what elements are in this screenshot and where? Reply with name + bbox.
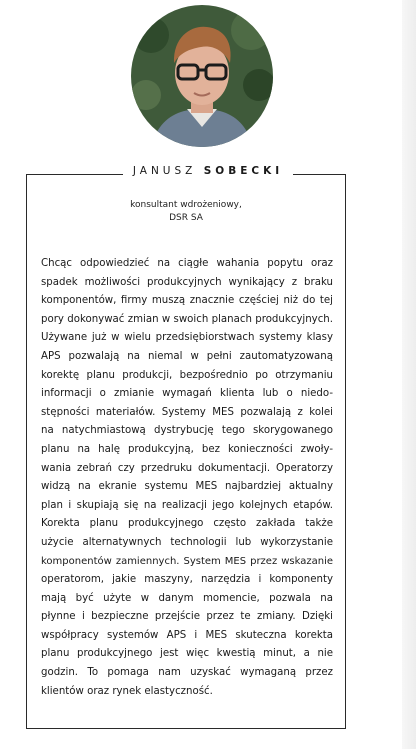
- article-line: operatorom, jakie maszyny, narzędzia i komponenty: [41, 574, 333, 586]
- article-line: użycie alternatywnych technologii lub wykorzystanie: [41, 536, 333, 548]
- article-line: klientów oraz rynek elastyczność.: [41, 685, 213, 697]
- author-role-title: konsultant wdrożeniowy,: [130, 200, 242, 210]
- article-line: Chcąc odpowiedzieć na ciągłe wahania popytu oraz: [41, 258, 333, 269]
- article-line: wania zebrań czy przedruku dokumentacji. Operatorzy: [41, 462, 333, 474]
- author-portrait-image: [131, 5, 273, 147]
- author-company: DSR SA: [169, 213, 203, 223]
- article-line: informacji o zmianie wymagań klienta lub o niedo-: [41, 388, 333, 400]
- article-line: Korekta planu produkcyjnego często zakłada także: [41, 518, 333, 530]
- article-line: płynne i bezpieczne przejście przez te zmiany. Dzięki: [41, 611, 333, 623]
- article-line: komponentów, firmy muszą znacznie częściej niż do tej: [41, 295, 333, 307]
- article-line: współpracy systemów APS i MES skuteczna korekta: [41, 629, 333, 641]
- article-line: na natychmiastową dystrybucję tego skorygowanego: [41, 425, 333, 437]
- author-name: [0, 165, 416, 177]
- article-line: mają być użyte w danym momencie, pozwala na: [41, 592, 333, 604]
- article-line: Używane już w wielu przedsiębiorstwach systemy klasy: [41, 332, 333, 344]
- article-line: plan i skupiają się na realizacji jego kolejnych etapów.: [41, 499, 333, 511]
- article-line: korektę planu produkcji, bezpośrednio po otrzymaniu: [41, 369, 333, 381]
- author-role: [26, 199, 346, 225]
- article-text: [41, 255, 333, 701]
- author-photo: [131, 5, 273, 147]
- article-line: komponentów zamiennych. System MES przez wskazanie: [41, 555, 333, 567]
- author-last-name: SOBECKI: [203, 165, 284, 177]
- article-line: widzą na ekranie systemu MES najbardziej aktualny: [41, 481, 333, 493]
- article-line: APS pozwalają na niemal w pełni zautomatyzowaną: [41, 350, 333, 362]
- article-line: spadek możliwości produkcyjnych wynikający z braku: [41, 276, 333, 288]
- article-line: planu produkcyjnego jest więc kwestią minut, a nie: [41, 648, 333, 660]
- article-line: planu na halę produkcyjną, bez konieczności zwoły-: [41, 443, 333, 455]
- article-line: godzin. To pomaga nam uzyskać wymaganą przez: [41, 667, 333, 679]
- article-line: stępności materiałów. Systemy MES pozwalają z kolei: [41, 406, 333, 418]
- page-edge: [402, 0, 416, 749]
- article-line: pory dokonywać zmian w swoich planach produkcyjnych.: [41, 313, 333, 325]
- author-first-name: JANUSZ: [132, 165, 197, 177]
